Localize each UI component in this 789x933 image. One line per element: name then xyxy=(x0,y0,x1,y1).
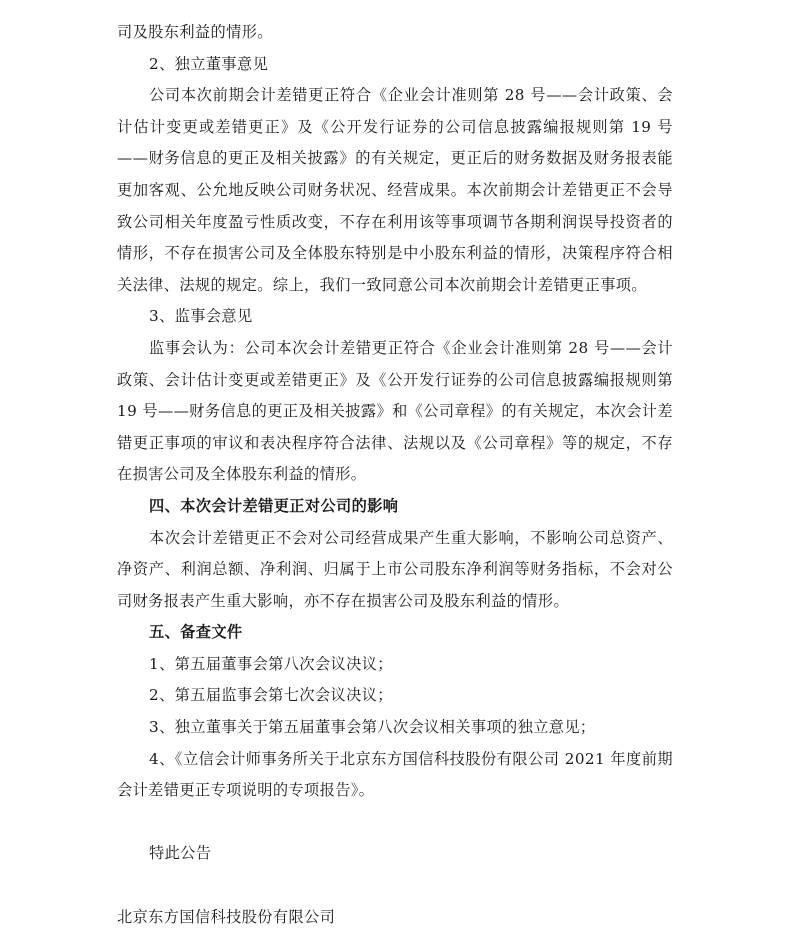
paragraph-supervisory-board-opinion: 监事会认为：公司本次会计差错更正符合《企业会计准则第 28 号——会计政策、会计估计变更或差错更正》及《公开发行证券的公司信息披露编报规则第 19 号——财务信息的更正及相关披露》和《公司章程》的有关规定，本次会计差错更正事项的审议和表决程序符合法律、法规以及《公司章程》等的规定，不存在损害公司及全体股东利益的情形。 xyxy=(117,338,673,484)
subheading-independent-directors: 2、独立董事意见 xyxy=(149,54,269,73)
subheading-supervisory-board: 3、监事会意见 xyxy=(149,307,253,326)
reference-doc-item: 1、第五届董事会第八次会议决议； xyxy=(149,654,393,673)
reference-doc-item: 4、《立信会计师事务所关于北京东方国信科技股份有限公司 2021 年度前期会计差错更正专项说明的专项报告》。 xyxy=(117,749,673,800)
section-heading-impact: 四、本次会计差错更正对公司的影响 xyxy=(149,496,399,515)
company-signature: 北京东方国信科技股份有限公司 xyxy=(117,907,336,926)
reference-doc-item: 3、独立董事关于第五届董事会第八次会议相关事项的独立意见； xyxy=(149,718,596,737)
closing-statement: 特此公告 xyxy=(149,844,212,863)
spacer xyxy=(117,807,673,839)
spacer xyxy=(117,870,673,902)
document-page xyxy=(117,17,673,933)
reference-doc-item: 2、第五届监事会第七次会议决议； xyxy=(149,686,393,705)
paragraph-impact: 本次会计差错更正不会对公司经营成果产生重大影响，不影响公司总资产、净资产、利润总额、净利润、归属于上市公司股东净利润等财务指标，不会对公司财务报表产生重大影响，亦不存在损害公司及股东利益的情形。 xyxy=(117,528,673,610)
paragraph-continuation: 司及股东利益的情形。 xyxy=(117,23,273,41)
paragraph-independent-directors-opinion: 公司本次前期会计差错更正符合《企业会计准则第 28 号——会计政策、会计估计变更或差错更正》及《公开发行证券的公司信息披露编报规则第 19 号——财务信息的更正及相关披露》的有关规定，更正后的财务数据及财务报表能更加客观、公允地反映公司财务状况、经营成果。本次前期会计差错更正不会导致公司相关年度盈亏性质改变，不存在利用该等事项调节各期利润误导投资者的情形，不存在损害公司及全体股东特别是中小股东利益的情形，决策程序符合相关法律、法规的规定。综上，我们一致同意公司本次前期会计差错更正事项。 xyxy=(117,86,673,294)
section-heading-reference-docs: 五、备查文件 xyxy=(149,623,243,642)
